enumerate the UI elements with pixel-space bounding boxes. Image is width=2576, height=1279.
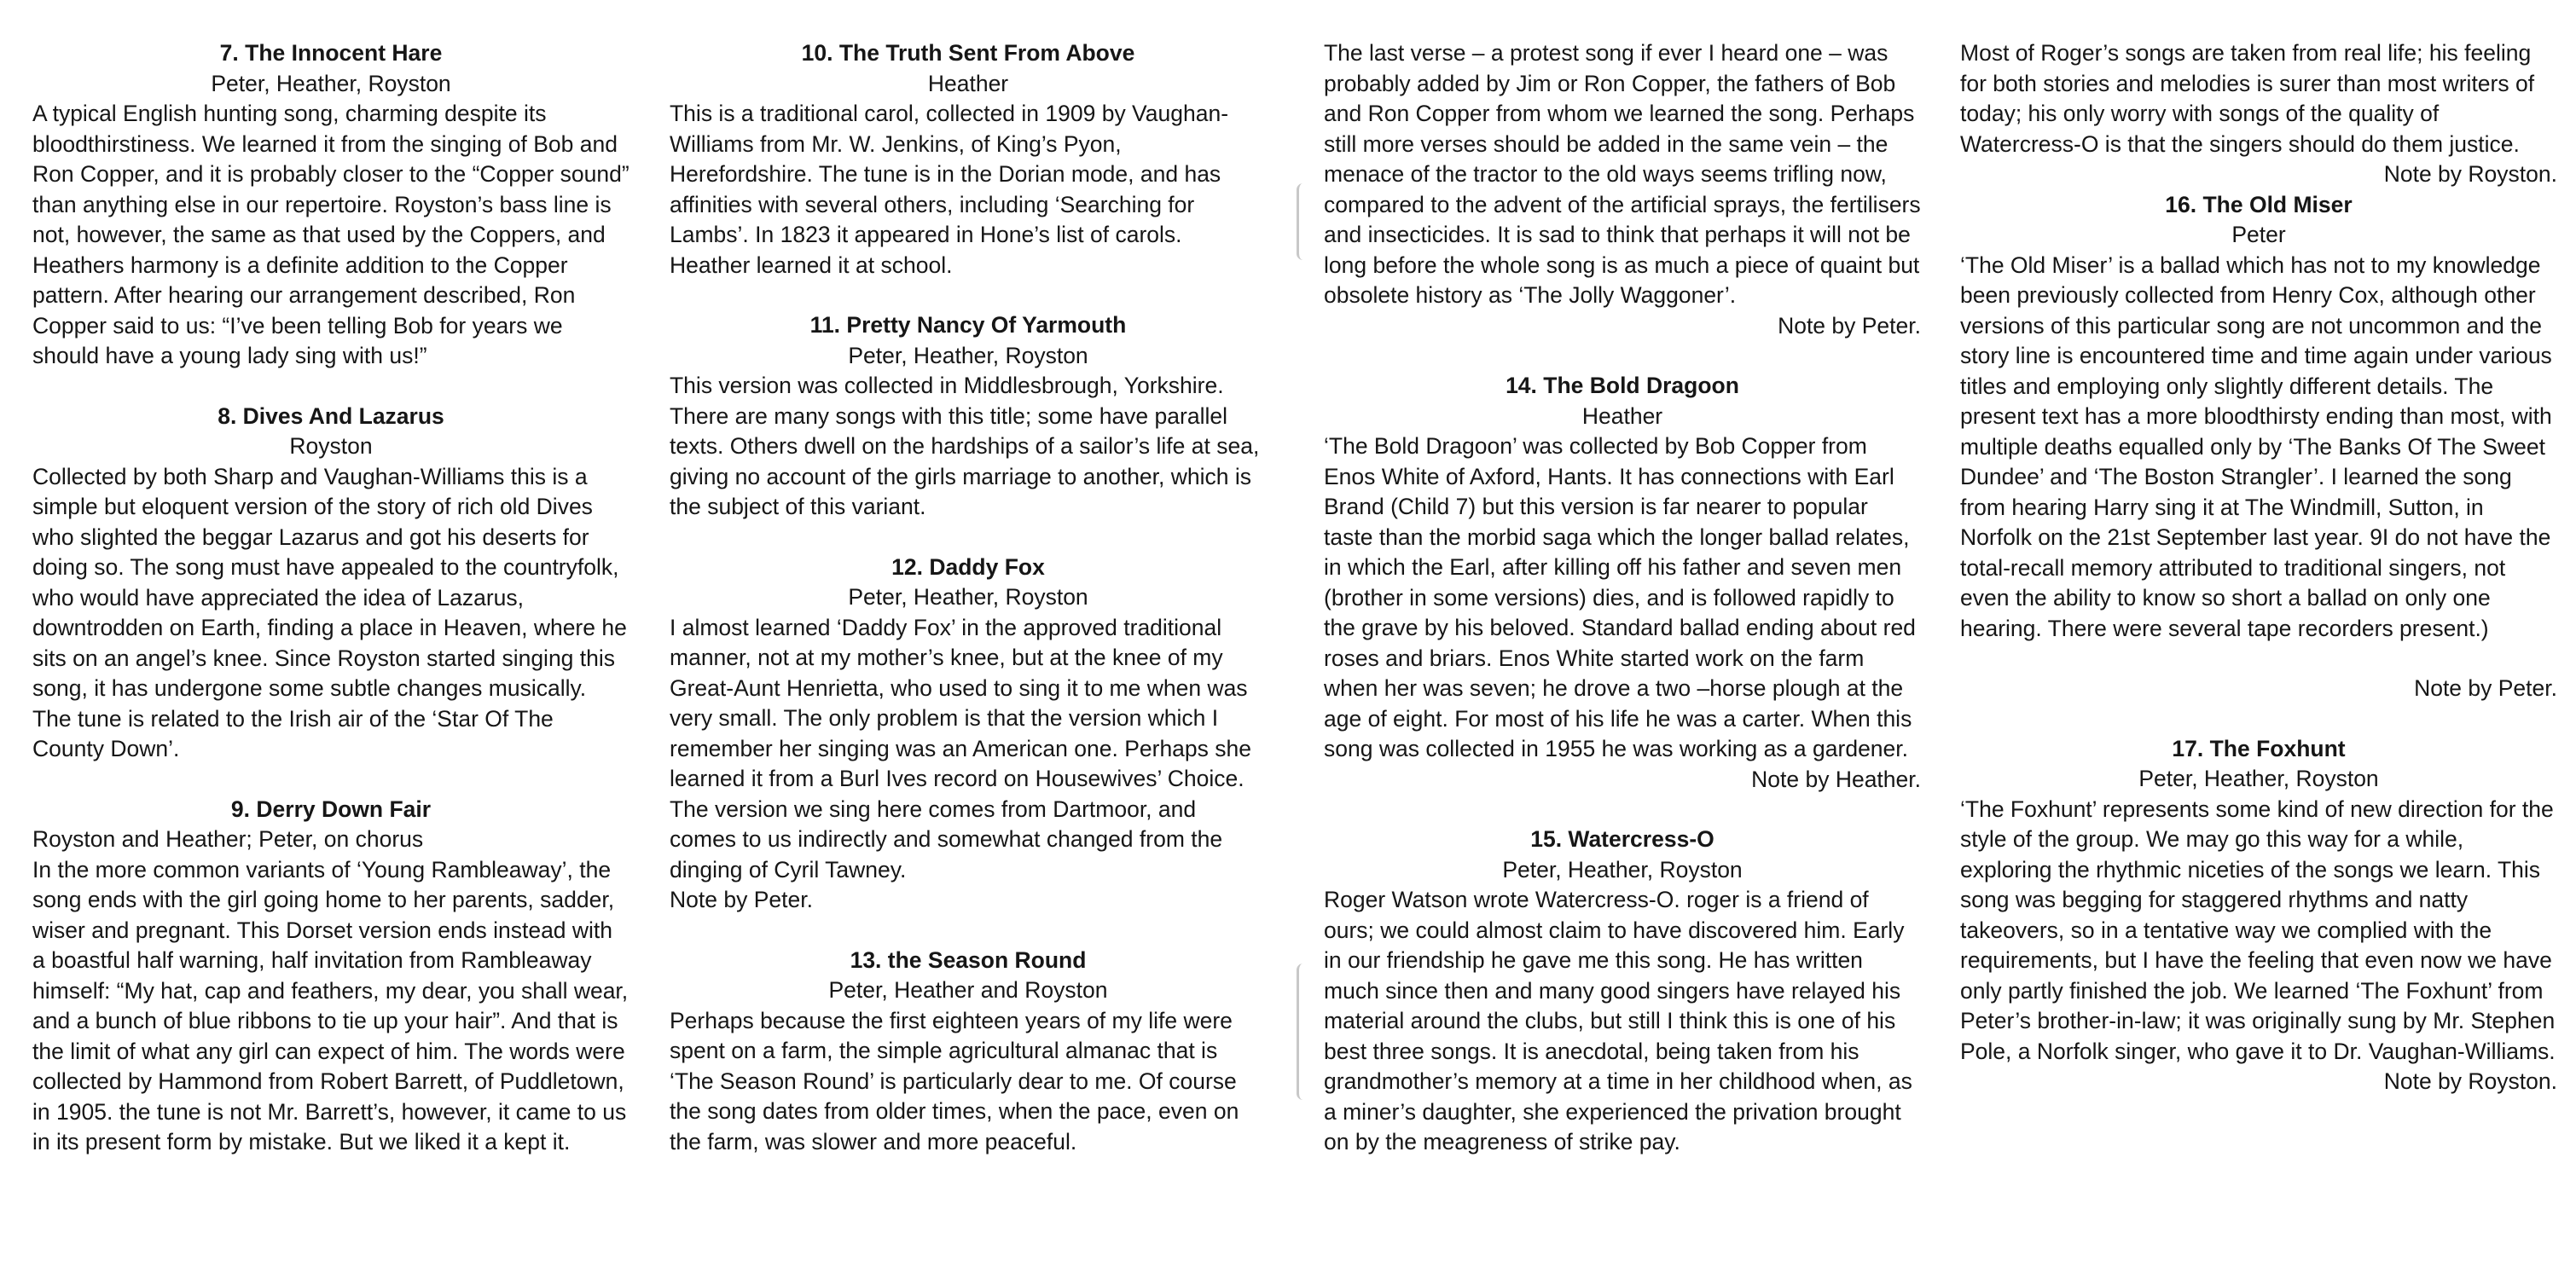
song-17 <box>1960 734 2557 1097</box>
song-title: 17. The Foxhunt <box>2172 735 2346 761</box>
song-8 <box>32 402 629 765</box>
note-attribution: Note by Royston. <box>2383 1068 2557 1094</box>
song-notes: A typical English hunting song, charming despite its bloodthirstiness. We learned it from the singing of Bob and Ron Copper, and it is probably closer to the “Copper sound” than anything else in our repertoire. Royston’s bass line is not, however, the same as that used by the Coppers, and Heathers harmony is a definite addition to the Copper pattern. After hearing our arrangement described, Ron Copper said to us: “I’ve been telling Bob for years we should have a young lady sing with us!” <box>32 101 629 368</box>
song-title: 11. Pretty Nancy Of Yarmouth <box>809 312 1127 338</box>
song-16 <box>1960 190 2557 704</box>
song-title: 8. Dives And Lazarus <box>218 402 444 429</box>
note-attribution: Note by Peter. <box>1778 312 1921 339</box>
song-title: 16. The Old Miser <box>2165 191 2353 217</box>
column-2 <box>670 38 1267 1187</box>
column-1 <box>32 38 629 1188</box>
song-singers: Peter, Heather, Royston <box>1502 856 1743 883</box>
song-singers: Royston <box>289 433 373 459</box>
song-title: 13. the Season Round <box>850 946 1087 973</box>
song-notes: ‘The Bold Dragoon’ was collected by Bob Copper from Enos White of Axford, Hants. It has connections with Earl Brand (Child 7) but this version is far nearer to popular taste than the morbid saga which the longer ballad relates, in which the Earl, after killing off his father and seven men (brother in some versions) dies, and is followed rapidly to the grave by his beloved. Standard ballad ending about red roses and briars. Enos White started work on the farm when her was seven; he drove a two –horse plough at the age of eight. For most of his life he was a carter. When this song was collected in 1955 he was working as a gardener. <box>1324 433 1916 761</box>
song-title: 7. The Innocent Hare <box>219 40 443 66</box>
song-singers: Heather <box>1581 402 1663 429</box>
song-title: 15. Watercress-O <box>1530 826 1714 852</box>
song-notes: The last verse – a protest song if ever I heard one – was probably added by Jim or Ron Copper, the fathers of Bob and Ron Copper from whom we learned the song. Perhaps still more verses should be added in the same vein – the menace of the tractor to the old ways seems trifling now, compared to the advent of the artificial sprays, the fertilisers and insecticides. It is sad to think that perhaps it will not be long before the whole song is as much a piece of quaint but obsolete history as ‘The Jolly Waggoner’. <box>1324 40 1921 308</box>
song-notes: ‘The Foxhunt’ represents some kind of new direction for the style of the group. We may go this way for a while, exploring the rhythmic niceties of the songs we learn. This song was begging for staggered rhythms and natty takeovers, so in a tentative way we complied with the requirements, but I have the feeling that even now we have only partly finished the job. We learned ‘The Foxhunt’ from Peter’s brother-in-law; it was originally sung by Mr. Stephen Pole, a Norfolk singer, who gave it to Dr. Vaughan-Williams. <box>1960 796 2556 1064</box>
song-7 <box>32 38 629 372</box>
song-singers: Peter, Heather, Royston <box>848 342 1088 368</box>
song-singers: Peter, Heather and Royston <box>828 977 1108 1003</box>
song-singers: Heather <box>927 70 1009 96</box>
song-15-continued <box>1960 38 2557 190</box>
song-15 <box>1324 825 1921 1158</box>
song-title: 9. Derry Down Fair <box>230 796 432 822</box>
song-notes: Roger Watson wrote Watercress-O. roger is a friend of ours; we could almost claim to have discovered him. Early in our friendship he gave me this song. He has written much since then and many good singers have relayed his material around the clubs, but still I think this is one of his best three songs. It is anecdotal, being taken from his grandmother’s memory at a time in her childhood when, as a miner’s daughter, she experienced the privation brought on by the meagreness of strike pay. <box>1324 887 1912 1155</box>
song-singers: Peter, Heather, Royston <box>848 584 1088 610</box>
song-title: 10. The Truth Sent From Above <box>801 40 1135 66</box>
song-notes: I almost learned ‘Daddy Fox’ in the approved traditional manner, not at my mother’s knee, but at the knee of my Great-Aunt Henrietta, who used to sing it to me when was very small. The only problem is that the version which I remember her singing was an American one. Perhaps she learned it from a Burl Ives record on Housewives’ Choice. The version we sing here comes from Dartmoor, and comes to us indirectly and somewhat changed from the dinging of Cyril Tawney. <box>670 614 1251 883</box>
spacer <box>1960 644 2557 674</box>
song-14 <box>1324 371 1921 795</box>
column-3 <box>1324 38 1921 1188</box>
song-10 <box>670 38 1267 281</box>
note-attribution: Note by Peter. <box>2414 675 2557 701</box>
song-notes: ‘The Old Miser’ is a ballad which has not to my knowledge been previously collected from Henry Cox, although other versions of this particular song are not uncommon and the story line is encountered time and time again under various titles and employing only slightly different details. The present text has a more bloodthirsty ending than most, with multiple deaths equalled only by ‘The Banks Of The Sweet Dundee’ and ‘The Boston Strangler’. I learned the song from hearing Harry sing it at The Windmill, Sutton, in Norfolk on the 21st September last year. 9I do not have the total-recall memory attributed to traditional singers, not even the ability to know so short a ballad on only one hearing. There were several tape recorders present.) <box>1960 252 2552 641</box>
staple-mark <box>1297 964 1309 1100</box>
staple-mark <box>1297 183 1309 260</box>
song-title: 14. The Bold Dragoon <box>1506 373 1739 398</box>
song-12 <box>670 553 1267 916</box>
song-singers: Peter, Heather, Royston <box>2138 766 2379 791</box>
song-title: 12. Daddy Fox <box>891 553 1045 580</box>
song-notes: Most of Roger’s songs are taken from real life; his feeling for both stories and melodies is surer than most writers of today; his only worry with songs of the quality of Watercress-O is that the singers should do them justice. <box>1960 40 2535 157</box>
song-11 <box>670 310 1267 523</box>
song-9 <box>32 795 629 1158</box>
song-notes: Perhaps because the first eighteen years of my life were spent on a farm, the simple agricultural almanac that is ‘The Season Round’ is particularly dear to me. Of course the song dates from older times, when the pace, even on the farm, was slower and more peaceful. <box>670 1007 1239 1155</box>
song-13 <box>670 946 1267 1158</box>
song-singers: Peter, Heather, Royston <box>211 70 451 96</box>
note-attribution: Note by Royston. <box>2383 161 2557 187</box>
song-singers: Peter <box>2231 222 2286 247</box>
column-4 <box>1960 38 2557 1127</box>
song-notes: This is a traditional carol, collected in 1909 by Vaughan-Williams from Mr. W. Jenkins, of King’s Pyon, Herefordshire. The tune is in the Dorian mode, and has affinities with several others, including ‘Searching for Lambs’. In 1823 it appeared in Hone’s list of carols. Heather learned it at school. <box>670 101 1229 278</box>
song-notes: Collected by both Sharp and Vaughan-Williams this is a simple but eloquent version of the story of rich old Dives who slighted the beggar Lazarus and got his deserts for doing so. The song must have appealed to the countryfolk, who would have appreciated the idea of Lazarus, downtrodden on Earth, finding a place in Heaven, where he sits on an angel’s knee. Since Royston started singing this song, it has undergone some subtle changes musically. The tune is related to the Irish air of the ‘Star Of The County Down’. <box>32 463 627 761</box>
song-13-continued <box>1324 38 1921 341</box>
song-notes: This version was collected in Middlesbrough, Yorkshire. There are many songs with this title; some have parallel texts. Others dwell on the hardships of a sailor’s life at sea, giving no account of the girls marriage to another, which is the subject of this variant. <box>670 373 1260 519</box>
note-attribution: Note by Heather. <box>1751 766 1921 792</box>
song-notes: In the more common variants of ‘Young Rambleaway’, the song ends with the girl going home to her parents, sadder, wiser and pregnant. This Dorset version ends instead with a boastful half warning, half invitation from Rambleaway himself: “My hat, cap and feathers, my dear, you shall wear, and a bunch of blue ribbons to tie up your hair”. And that is the limit of what any girl can expect of him. The words were collected by Hammond from Robert Barrett, of Puddletown, in 1905. the tune is not Mr. Barrett’s, however, it came to us in its present form by mistake. But we liked it a kept it. <box>32 856 629 1155</box>
song-singers: Royston and Heather; Peter, on chorus <box>32 826 424 852</box>
note-attribution: Note by Peter. <box>670 887 813 912</box>
